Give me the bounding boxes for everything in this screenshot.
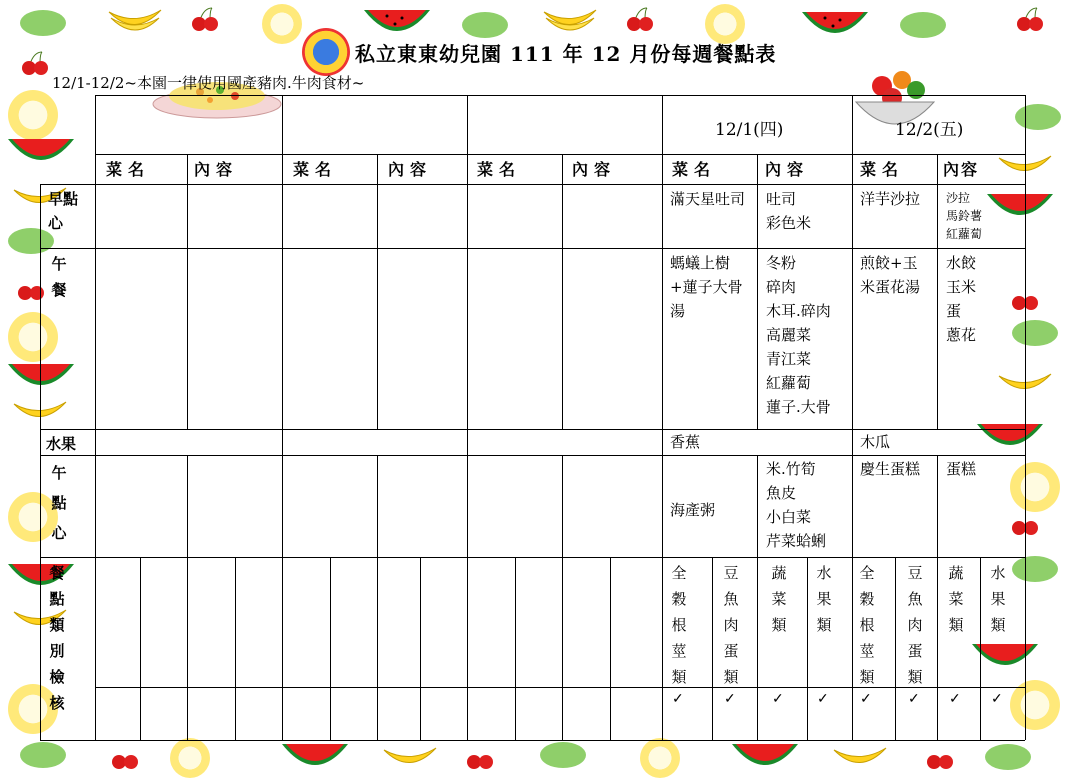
category-fruit-day1: 水果類	[816, 564, 832, 634]
day2-fruit: 木瓜	[860, 433, 891, 451]
page-subtitle: 12/1-12/2~本園一律使用國產豬肉.牛肉食材~	[52, 74, 365, 92]
day2-breakfast-content-3: 紅蘿蔔	[946, 227, 983, 241]
check-mark: ✓	[672, 691, 684, 707]
day2-breakfast-content-2: 馬鈴薯	[946, 209, 983, 223]
row-label-lunch: 午餐	[51, 255, 67, 299]
cherry-decoration	[465, 744, 495, 770]
watermelon-decoration	[362, 6, 432, 40]
day1-lunch-dish: 螞蟻上樹+蓮子大骨湯	[670, 254, 743, 320]
content-header: 內容	[943, 160, 980, 179]
dish-header: 菜名	[672, 160, 717, 179]
watermelon-decoration	[800, 8, 870, 42]
dish-header: 菜名	[477, 160, 522, 179]
cherry-decoration	[925, 744, 955, 770]
content-header: 內容	[765, 160, 810, 179]
day1-snack-content-4: 芹菜蛤蜊	[766, 532, 827, 550]
melon-slice-decoration	[20, 10, 66, 36]
cherry-decoration	[110, 744, 140, 770]
row-label-snack: 午點心	[51, 464, 67, 542]
day1-snack-dish: 海產粥	[670, 501, 716, 519]
banana-decoration	[540, 4, 598, 34]
content-header: 內容	[194, 160, 239, 179]
day1-snack-content-3: 小白菜	[766, 508, 812, 526]
day2-lunch-content-4: 蔥花	[946, 326, 977, 344]
lemon-slice-decoration	[262, 4, 302, 44]
day2-snack-content-1: 蛋糕	[946, 460, 977, 478]
check-mark: ✓	[991, 691, 1003, 707]
category-protein-day2: 豆魚肉蛋類	[907, 564, 923, 686]
watermelon-decoration	[280, 740, 350, 774]
banana-decoration	[380, 742, 438, 772]
content-header: 內容	[388, 160, 433, 179]
cherry-decoration	[190, 6, 220, 32]
day1-lunch-content-6: 紅蘿蔔	[766, 374, 812, 392]
day1-lunch-content-4: 高麗菜	[766, 326, 812, 344]
category-vegetable-day2: 蔬菜類	[948, 564, 964, 634]
melon-slice-decoration	[900, 12, 946, 38]
check-mark: ✓	[908, 691, 920, 707]
category-vegetable-day1: 蔬菜類	[771, 564, 787, 634]
cherry-decoration	[625, 6, 655, 32]
date-header-day2: 12/2(五)	[895, 120, 964, 140]
day2-lunch-content-3: 蛋	[946, 302, 962, 320]
day2-breakfast-dish: 洋芋沙拉	[860, 190, 921, 208]
category-fruit-day2: 水果類	[990, 564, 1006, 634]
day2-lunch-content-2: 玉米	[946, 278, 977, 296]
melon-slice-decoration	[540, 742, 586, 768]
kindergarten-logo	[302, 28, 350, 76]
category-grains-day2: 全穀根莖類	[859, 564, 875, 686]
day1-breakfast-content-1: 吐司	[766, 190, 797, 208]
day1-fruit: 香蕉	[670, 433, 701, 451]
menu-table	[40, 95, 1025, 740]
day1-lunch-content-1: 冬粉	[766, 254, 797, 272]
banana-decoration	[830, 742, 888, 772]
day1-breakfast-dish: 滿天星吐司	[670, 190, 746, 208]
dish-header: 菜名	[106, 160, 151, 179]
row-label-check: 餐點類別檢核	[49, 564, 65, 712]
watermelon-decoration	[730, 740, 800, 774]
dish-header: 菜名	[860, 160, 905, 179]
row-label-breakfast: 早點心	[48, 190, 79, 232]
cherry-decoration	[1015, 6, 1045, 32]
check-mark: ✓	[817, 691, 829, 707]
day1-lunch-content-2: 碎肉	[766, 278, 797, 296]
day1-breakfast-content-2: 彩色米	[766, 214, 812, 232]
day2-lunch-dish: 煎餃+玉米蛋花湯	[860, 254, 921, 296]
banana-decoration	[105, 4, 163, 34]
check-mark: ✓	[949, 691, 961, 707]
category-grains-day1: 全穀根莖類	[671, 564, 687, 686]
day2-breakfast-content-1: 沙拉	[946, 191, 971, 205]
row-label-fruit: 水果	[46, 435, 77, 453]
day1-snack-content-2: 魚皮	[766, 484, 797, 502]
page-title: 私立東東幼兒園 111 年 12 月份每週餐點表	[355, 42, 777, 66]
dish-header: 菜名	[293, 160, 338, 179]
check-mark: ✓	[860, 691, 872, 707]
check-mark: ✓	[772, 691, 784, 707]
day2-lunch-content-1: 水餃	[946, 254, 977, 272]
day1-lunch-content-5: 青江菜	[766, 350, 812, 368]
check-mark: ✓	[724, 691, 736, 707]
day1-lunch-content-3: 木耳.碎肉	[766, 302, 831, 320]
content-header: 內容	[572, 160, 617, 179]
melon-slice-decoration	[985, 744, 1031, 770]
melon-slice-decoration	[20, 742, 66, 768]
lemon-slice-decoration	[640, 738, 680, 778]
melon-slice-decoration	[462, 12, 508, 38]
day1-lunch-content-7: 蓮子.大骨	[766, 398, 831, 416]
category-protein-day1: 豆魚肉蛋類	[723, 564, 739, 686]
lemon-slice-decoration	[170, 738, 210, 778]
day2-snack-dish: 慶生蛋糕	[860, 460, 921, 478]
day1-snack-content-1: 米.竹筍	[766, 460, 816, 478]
date-header-day1: 12/1(四)	[715, 120, 784, 140]
cherry-decoration	[20, 50, 50, 76]
